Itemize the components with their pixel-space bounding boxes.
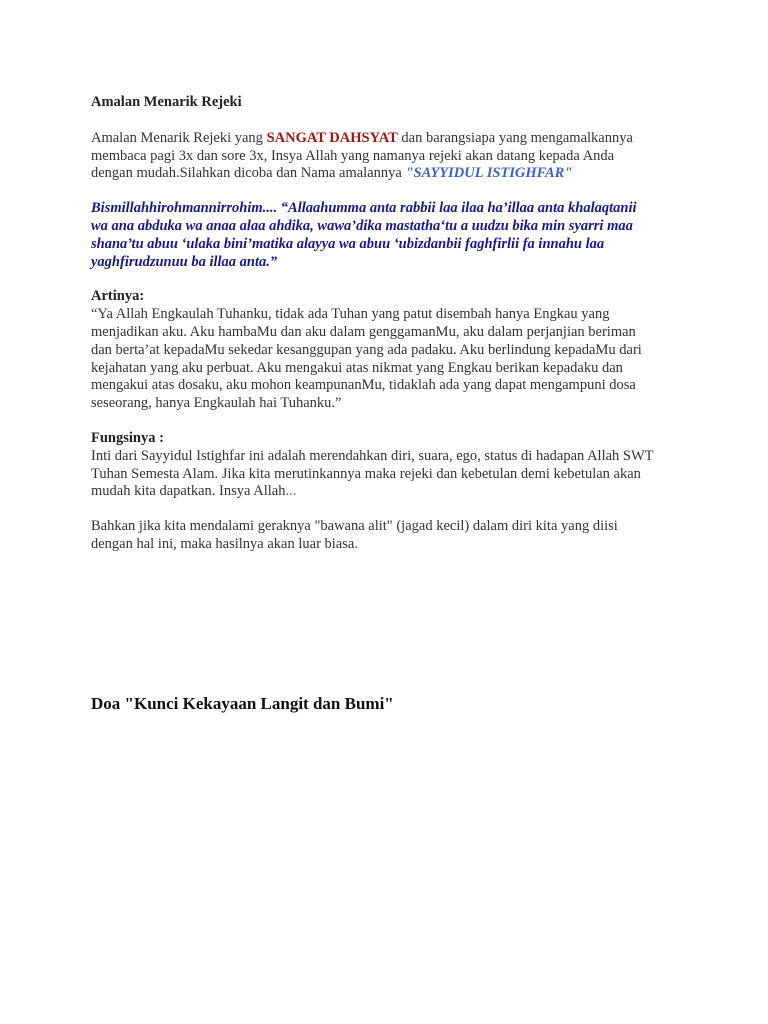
intro-line-3 xyxy=(91,165,691,183)
artinya-label: Artinya: xyxy=(91,288,145,305)
document-body xyxy=(91,94,691,571)
bahkan-line-1: Bahkan jika kita mendalami geraknya "bawana alit" (jagad kecil) dalam diri kita yang diisi xyxy=(91,518,618,535)
artinya-line: seseorang, hanya Engkaulah hai Tuhanku.” xyxy=(91,395,342,412)
intro-line-1-after: dan barangsiapa yang mengamalkannya xyxy=(397,129,633,146)
prayer-line: wa ana abduka wa anaa alaa ahdika, wawa’dika mastatha‘tu a uudzu bika min syarri maa xyxy=(91,217,633,234)
bahkan-line-2 xyxy=(91,536,691,554)
artinya-line: “Ya Allah Engkaulah Tuhanku, tidak ada Tuhan yang patut disembah hanya Engkau yang xyxy=(91,306,610,323)
intro-line-3-before: dengan mudah.Silahkan dicoba dan Nama amalannya xyxy=(91,165,406,182)
fungsinya-section xyxy=(91,430,691,501)
prayer-line: shana’tu abuu ‘ulaka bini’matika alayya wa abuu ‘ubizdanbii faghfirlii fa innahu laa xyxy=(91,235,605,252)
artinya-section xyxy=(91,288,691,413)
bahkan-line-2-main: dengan hal ini, maka hasilnya akan luar biasa xyxy=(91,535,355,552)
artinya-line: menjadikan aku. Aku hambaMu dan aku dalam genggamanMu, aku dalam perjanjian beriman xyxy=(91,323,636,340)
prayer-text xyxy=(91,200,691,271)
prayer-line: yaghfirudzunuu ba illaa anta.” xyxy=(91,253,278,270)
intro-line-1-before: Amalan Menarik Rejeki yang xyxy=(91,129,267,146)
artinya-line: kejahatan yang aku perbuat. Aku mengakui atas nikmat yang Engkau berikan kepadaku dan xyxy=(91,359,623,376)
fungsinya-label: Fungsinya : xyxy=(91,429,164,446)
fungsinya-line-3-main: mudah kita dapatkan. Insya Allah xyxy=(91,483,286,500)
doa-heading: Doa "Kunci Kekayaan Langit dan Bumi" xyxy=(91,694,394,713)
artinya-line: dan berta’at kepadaMu sekedar kesanggupan yang ada padaku. Aku berlindung kepadaMu dari xyxy=(91,341,642,358)
document-title: Amalan Menarik Rejeki xyxy=(91,94,242,110)
prayer-line: Bismillahhirohmannirrohim.... “Allaahumma anta rabbii laa ilaa ha’illaa anta khalaqtanii xyxy=(91,200,637,217)
bahkan-period: . xyxy=(354,535,358,552)
sangat-dahsyat-highlight: SANGAT DAHSYAT xyxy=(266,129,398,146)
sayyidul-istighfar-highlight: "SAYYIDUL ISTIGHFAR" xyxy=(405,165,573,182)
fungsinya-line-1: Inti dari Sayyidul Istighfar ini adalah merendahkan diri, suara, ego, status di hadapan Allah SWT xyxy=(91,447,654,464)
intro-paragraph xyxy=(91,130,691,183)
intro-line-2: membaca pagi 3x dan sore 3x, Insya Allah yang namanya rejeki akan datang kepada Anda xyxy=(91,147,615,164)
artinya-line: mengakui atas dosaku, aku mohon keampunanMu, tidaklah ada yang dapat mengampuni dosa xyxy=(91,377,636,394)
fungsinya-ellipsis: ... xyxy=(285,483,297,500)
fungsinya-line-2: Tuhan Semesta Alam. Jika kita merutinkannya maka rejeki dan kebetulan demi kebetulan akan xyxy=(91,465,641,482)
fungsinya-line-3 xyxy=(91,483,691,501)
intro-line-1 xyxy=(91,130,691,148)
bahkan-paragraph xyxy=(91,518,691,554)
